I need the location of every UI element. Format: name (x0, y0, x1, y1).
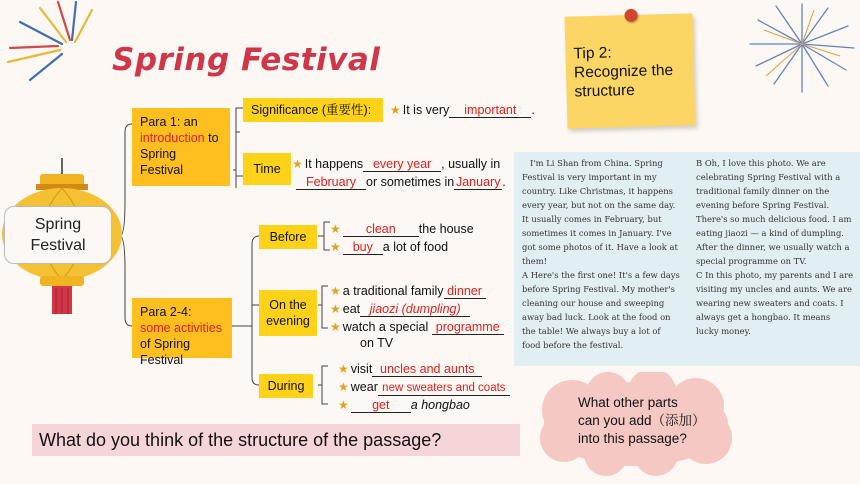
significance-text: It is very (402, 103, 450, 117)
during-box: During (259, 374, 313, 398)
cloud-line-3: into this passage? (578, 431, 687, 446)
time-text-4: . (502, 175, 506, 189)
answer-clean: clean (343, 223, 419, 237)
significance-box: Significance (重要性): (243, 98, 383, 122)
before-text-2: a lot of food (382, 240, 449, 254)
evening-text-1: a traditional family (342, 284, 444, 298)
significance-line (390, 103, 535, 118)
during-text-2: wear (350, 380, 378, 394)
star-icon: ★ (292, 157, 303, 171)
answer-jiaozi: jiaozi (dumpling) (360, 303, 470, 317)
star-icon: ★ (330, 302, 341, 316)
star-icon: ★ (338, 380, 349, 394)
evening-text-3: watch a special (342, 320, 429, 334)
para1-prefix: Para 1: an (140, 115, 198, 129)
time-text-3: or sometimes in (366, 175, 455, 189)
time-line-2 (296, 175, 506, 190)
cloud-line-1: What other parts (578, 395, 678, 410)
answer-get: get (351, 399, 411, 413)
before-item-1 (330, 222, 474, 237)
evening-item-1 (330, 284, 486, 299)
star-icon: ★ (390, 103, 401, 117)
time-line-1 (292, 157, 500, 172)
para24-highlight: some activities (140, 321, 222, 335)
evening-item-2 (330, 302, 470, 317)
cloud-text (578, 394, 706, 448)
star-icon: ★ (330, 222, 341, 236)
para1-highlight: introduction (140, 131, 205, 145)
during-item-3 (338, 398, 470, 413)
answer-programme: programme (432, 321, 504, 335)
answer-january: January (455, 175, 501, 189)
star-icon: ★ (338, 398, 349, 412)
during-text-3: a hongbao (410, 398, 470, 412)
sticky-note-line-1: Tip 2: (573, 44, 612, 63)
sticky-note-line-2: Recognize the (573, 61, 674, 82)
significance-end: . (531, 103, 535, 117)
passage-left-para-2: A Here's the first one! It's a few days before Spring Festival. My mother's cleaning our house and sweeping away bad luck. Look at the food on the table! We always buy a lot of food before the festival. (522, 270, 680, 350)
before-text-1: the house (418, 222, 474, 236)
star-icon: ★ (330, 284, 341, 298)
para24-box (132, 298, 232, 367)
page-title: Spring Festival (112, 42, 381, 78)
para1-suffix: to Spring Festival (140, 131, 219, 177)
passage-right-para-1: B Oh, I love this photo. We are celebrating Spring Festival with a traditional family dinner on the evening before Spring Festival. There's so much delicious food. I am eating jiaozi — a kind of dumpling. After the dinner, we usually watch a special programme on TV. (696, 158, 852, 266)
answer-february: February (296, 176, 366, 190)
fireworks-decoration-right (742, 0, 860, 100)
star-icon: ★ (330, 240, 341, 254)
time-text-1: It happens (304, 157, 364, 171)
passage-left-para-1: I'm Li Shan from China. Spring Festival is very important in my country. Like Christmas, it happens every year, but not on the same day. It usually comes in February, but sometimes it comes in January. I've got some photos of it. Have a look at them! (522, 158, 678, 266)
during-item-2 (338, 380, 510, 396)
passage-right-para-2: C In this photo, my parents and I are visiting my uncles and aunts. We are wearing new sweaters and coats. I always get a hongbao. It means lucky money. (696, 270, 854, 336)
cloud-line-2: can you add（添加） (578, 413, 706, 428)
time-text-2: , usually in (441, 157, 501, 171)
sticky-note (565, 13, 696, 128)
para24-suffix: of Spring Festival (140, 337, 191, 367)
question-banner: What do you think of the structure of the passage? (32, 424, 520, 456)
time-box: Time (243, 153, 291, 185)
sticky-note-line-3: structure (574, 81, 636, 101)
during-item-1 (338, 362, 482, 377)
para24-prefix: Para 2-4: (140, 305, 192, 319)
reading-passage (514, 152, 860, 366)
lantern-label-box (4, 206, 112, 264)
pushpin-icon (624, 9, 637, 22)
star-icon: ★ (338, 362, 349, 376)
evening-item-3-cont: on TV (360, 336, 394, 350)
answer-buy: buy (343, 241, 383, 255)
answer-important: important (449, 104, 531, 118)
answer-uncles-aunts: uncles and aunts (372, 363, 482, 377)
sticky-note-text (573, 42, 674, 102)
evening-text-2: eat (342, 302, 361, 316)
answer-every-year: every year (363, 158, 441, 172)
para1-box (132, 108, 230, 186)
answer-dinner: dinner (444, 285, 486, 299)
lantern-label: Spring Festival (30, 216, 86, 254)
star-icon: ★ (330, 320, 341, 334)
before-item-2 (330, 240, 448, 255)
evening-item-3 (330, 320, 504, 335)
evening-box: On the evening (259, 290, 317, 336)
before-box: Before (259, 225, 317, 249)
answer-sweaters-coats: new sweaters and coats (378, 382, 510, 396)
during-text-1: visit (350, 362, 373, 376)
